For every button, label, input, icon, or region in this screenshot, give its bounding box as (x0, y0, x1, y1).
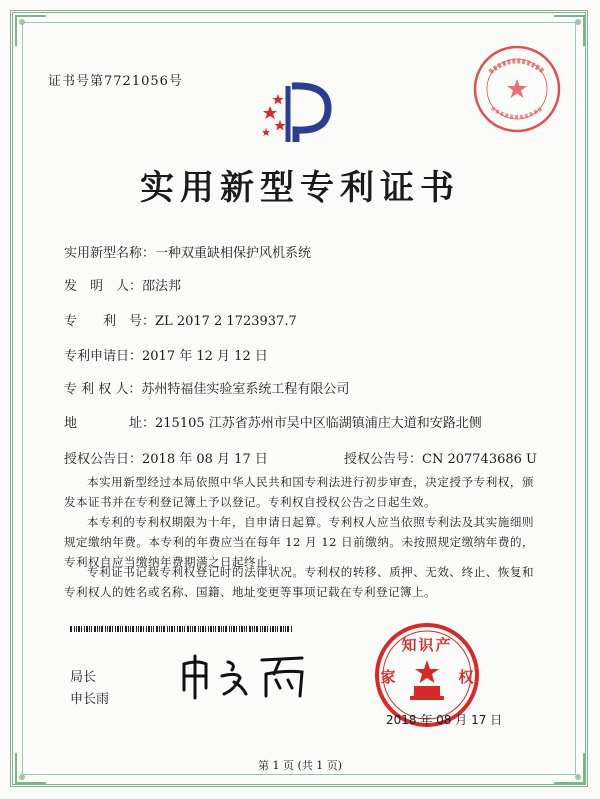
barcode-bar (187, 626, 189, 632)
director-title: 局长 (70, 670, 97, 685)
barcode-bar (270, 626, 271, 632)
barcode-bar (130, 626, 131, 632)
patent-office-logo-icon (258, 76, 338, 148)
barcode-bar (254, 626, 255, 632)
barcode-bar (275, 626, 276, 632)
barcode-bar (140, 626, 142, 632)
barcode-bar (89, 626, 90, 632)
barcode-bar (184, 626, 185, 632)
barcode-bar (198, 626, 199, 632)
barcode-bar (101, 626, 103, 632)
barcode-bar (231, 626, 232, 632)
barcode-bar (208, 626, 209, 632)
barcode-bar (241, 626, 243, 632)
announcement-number-label: 授权公告号： (344, 452, 423, 467)
barcode-bar (132, 626, 134, 632)
application-date-label: 专利申请日： (64, 349, 143, 364)
barcode-bar (215, 626, 216, 632)
barcode-bar (244, 626, 245, 632)
barcode-bar (213, 626, 214, 632)
barcode-bar (287, 626, 289, 632)
barcode-bar (94, 626, 96, 632)
application-date-value: 2017 年 12 月 12 日 (142, 349, 268, 364)
barcode-bar (105, 626, 106, 632)
utility-model-name-label: 实用新型名称： (64, 246, 156, 261)
barcode-bar (159, 626, 160, 632)
barcode-bar (171, 626, 173, 632)
barcode-bar (136, 626, 137, 632)
barcode-bar (86, 626, 88, 632)
field-application-date (64, 345, 268, 364)
barcode-bar (161, 626, 162, 632)
barcode-bar (256, 626, 258, 632)
barcode-bar (236, 626, 237, 632)
barcode-bar (151, 626, 152, 632)
barcode-bar (179, 626, 181, 632)
barcode-bar (272, 626, 274, 632)
barcode-bar (128, 626, 129, 632)
barcode-bar (246, 626, 247, 632)
barcode-bar (264, 626, 266, 632)
barcode-bar (283, 626, 284, 632)
barcode-bar (200, 626, 201, 632)
barcode-bar (221, 626, 222, 632)
seal-date: 2018 年 08 月 17 日 (386, 713, 503, 727)
svg-text:家: 家 (380, 668, 396, 686)
field-inventor (64, 275, 181, 294)
barcode-bar (174, 626, 175, 632)
barcode-bar (262, 626, 263, 632)
utility-model-name-value: 一种双重缺相保护风机系统 (155, 246, 312, 261)
barcode-bar (163, 626, 165, 632)
inventor-value: 邵法邦 (142, 279, 182, 294)
barcode-bar (76, 626, 77, 632)
barcode-bar (223, 626, 224, 632)
barcode-bar (153, 626, 154, 632)
svg-text:权: 权 (458, 668, 474, 686)
certificate-title: 实用新型专利证书 (140, 168, 460, 208)
barcode-bar (99, 626, 100, 632)
announcement-date-label: 授权公告日： (64, 452, 143, 467)
barcode-bar (192, 626, 193, 632)
patentee-value: 苏州特福佳实验室系统工程有限公司 (141, 382, 350, 397)
barcode-bar (78, 626, 80, 632)
barcode-bar (156, 626, 158, 632)
barcode-bar (182, 626, 183, 632)
barcode-bar (143, 626, 144, 632)
patent-number-label: 专 利 号： (64, 314, 156, 329)
barcode-bar (120, 626, 121, 632)
field-patent-number (64, 310, 297, 329)
barcode-bar (70, 626, 72, 632)
patent-number-value: ZL 2017 2 1723937.7 (155, 314, 297, 329)
director-signature (176, 650, 316, 700)
barcode-bar (252, 626, 253, 632)
barcode-bar (122, 626, 123, 632)
inventor-label: 发 明 人： (64, 279, 143, 294)
barcode-bar (260, 626, 261, 632)
barcode-bar (91, 626, 92, 632)
barcode-bar (146, 626, 147, 632)
barcode-bar (97, 626, 98, 632)
barcode-bar (218, 626, 220, 632)
barcode-bar (138, 626, 139, 632)
announcement-number-value: CN 207743686 U (422, 452, 537, 467)
director-name: 申长雨 (70, 692, 110, 707)
body-paragraph-1: 本实用新型经过本局依照中华人民共和国专利法进行初步审查，决定授予专利权，颁发本证书并在专利登记簿上予以登记。专利权自授权公告之日起生效。 (64, 475, 534, 509)
field-patentee (64, 378, 349, 397)
barcode-bar (194, 626, 196, 632)
barcode (70, 626, 292, 632)
barcode-bar (115, 626, 116, 632)
barcode-bar (267, 626, 268, 632)
barcode-bar (125, 626, 127, 632)
barcode-bar (84, 626, 85, 632)
address-label: 地 址： (64, 416, 156, 431)
barcode-bar (202, 626, 204, 632)
barcode-bar (148, 626, 150, 632)
field-utility-model-name (64, 242, 311, 261)
barcode-bar (117, 626, 119, 632)
barcode-bar (249, 626, 251, 632)
barcode-bar (285, 626, 286, 632)
barcode-bar (233, 626, 235, 632)
barcode-bar (74, 626, 75, 632)
barcode-bar (190, 626, 191, 632)
page-footer: 第 1 页 (共 1 页) (257, 759, 343, 772)
barcode-bar (205, 626, 206, 632)
field-address (64, 412, 482, 431)
field-announcement-date (64, 448, 268, 467)
barcode-bar (167, 626, 168, 632)
agency-stamp (470, 42, 564, 136)
address-value: 215105 江苏省苏州市吴中区临湖镇浦庄大道和安路北侧 (155, 416, 482, 431)
body-paragraph-3: 专利证书记载专利权登记时的法律状况。专利权的转移、质押、无效、终止、恢复和专利权人的姓名或名称、国籍、地址变更等事项记载在专利登记簿上。 (64, 565, 534, 599)
barcode-bar (277, 626, 278, 632)
field-announcement-number (344, 448, 537, 467)
barcode-bar (169, 626, 170, 632)
barcode-bar (112, 626, 113, 632)
barcode-bar (81, 626, 82, 632)
body-paragraph-2: 本专利的专利权期限为十年，自申请日起算。专利权人应当依照专利法及其实施细则规定缴纳年费。本专利的年费应当在每年 12 月 12 日前缴纳。未按照规定缴纳年费的，专利权自应当缴纳年费期满之日起终止。 (64, 515, 534, 569)
patentee-label: 专 利 权 人： (64, 382, 142, 397)
certificate-number: 证书号第7721056号 (48, 74, 183, 89)
barcode-bar (210, 626, 212, 632)
barcode-bar (291, 626, 292, 632)
barcode-bar (239, 626, 240, 632)
announcement-date-value: 2018 年 08 月 17 日 (142, 452, 268, 467)
corner-ornament-top-left (14, 14, 48, 48)
barcode-bar (107, 626, 108, 632)
barcode-bar (280, 626, 282, 632)
barcode-bar (229, 626, 230, 632)
barcode-bar (225, 626, 227, 632)
barcode-bar (177, 626, 178, 632)
svg-text:知识产: 知识产 (401, 636, 453, 654)
barcode-bar (109, 626, 111, 632)
